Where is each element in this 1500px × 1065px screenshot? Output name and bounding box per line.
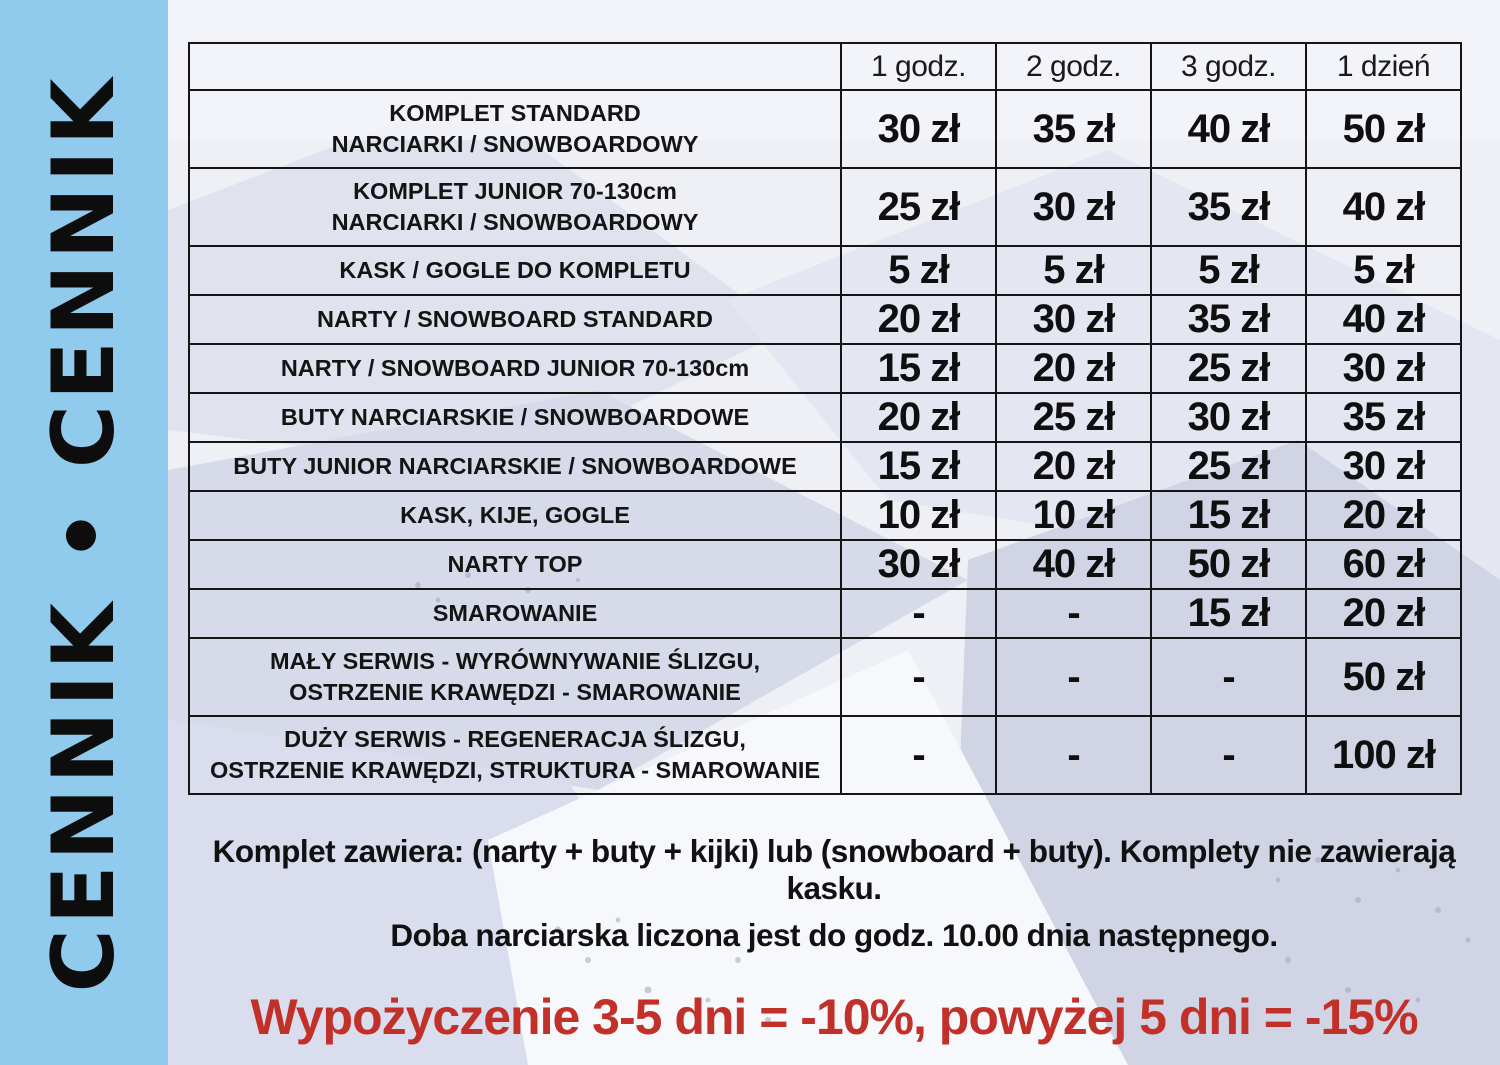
price-cell: 30 zł bbox=[996, 168, 1151, 246]
price-cell: 20 zł bbox=[1306, 589, 1461, 638]
price-cell: - bbox=[841, 716, 996, 794]
price-cell: 30 zł bbox=[996, 295, 1151, 344]
table-row bbox=[189, 540, 1461, 589]
item-label: SMAROWANIE bbox=[189, 589, 841, 638]
price-cell: 5 zł bbox=[1151, 246, 1306, 295]
item-label: MAŁY SERWIS - WYRÓWNYWANIE ŚLIZGU, OSTRZENIE KRAWĘDZI - SMAROWANIE bbox=[189, 638, 841, 716]
discount-promo: Wypożyczenie 3-5 dni = -10%, powyżej 5 dni = -15% bbox=[250, 989, 1418, 1045]
price-cell: 25 zł bbox=[841, 168, 996, 246]
table-row bbox=[189, 442, 1461, 491]
item-label: NARTY / SNOWBOARD STANDARD bbox=[189, 295, 841, 344]
price-cell: 35 zł bbox=[1151, 295, 1306, 344]
price-cell: 15 zł bbox=[1151, 589, 1306, 638]
price-cell: 5 zł bbox=[996, 246, 1151, 295]
price-cell: 35 zł bbox=[1151, 168, 1306, 246]
content-area bbox=[168, 0, 1500, 1065]
price-table bbox=[188, 42, 1462, 795]
table-row bbox=[189, 246, 1461, 295]
header-row bbox=[189, 43, 1461, 90]
price-cell: - bbox=[841, 638, 996, 716]
price-cell: 10 zł bbox=[841, 491, 996, 540]
item-label: KASK, KIJE, GOGLE bbox=[189, 491, 841, 540]
sidebar-vertical-title: CENNIK • CENNIK bbox=[34, 73, 134, 992]
table-row bbox=[189, 295, 1461, 344]
item-label: BUTY JUNIOR NARCIARSKIE / SNOWBOARDOWE bbox=[189, 442, 841, 491]
price-cell: 25 zł bbox=[1151, 442, 1306, 491]
table-row bbox=[189, 491, 1461, 540]
price-cell: 15 zł bbox=[841, 442, 996, 491]
item-label: BUTY NARCIARSKIE / SNOWBOARDOWE bbox=[189, 393, 841, 442]
table-row bbox=[189, 638, 1461, 716]
price-cell: 15 zł bbox=[1151, 491, 1306, 540]
price-cell: 20 zł bbox=[841, 295, 996, 344]
corner-cell bbox=[189, 43, 841, 90]
item-label: KOMPLET STANDARD NARCIARKI / SNOWBOARDOWY bbox=[189, 90, 841, 168]
price-cell: - bbox=[996, 638, 1151, 716]
price-cell: 30 zł bbox=[1151, 393, 1306, 442]
price-cell: - bbox=[996, 589, 1151, 638]
price-cell: 50 zł bbox=[1306, 90, 1461, 168]
price-cell: 35 zł bbox=[996, 90, 1151, 168]
price-cell: 20 zł bbox=[996, 344, 1151, 393]
price-cell: 100 zł bbox=[1306, 716, 1461, 794]
price-cell: 15 zł bbox=[841, 344, 996, 393]
table-row bbox=[189, 393, 1461, 442]
table-row bbox=[189, 716, 1461, 794]
col-header-3godz: 3 godz. bbox=[1151, 43, 1306, 90]
price-cell: 50 zł bbox=[1151, 540, 1306, 589]
price-cell: 5 zł bbox=[841, 246, 996, 295]
table-row bbox=[189, 168, 1461, 246]
price-cell: - bbox=[1151, 716, 1306, 794]
price-cell: 50 zł bbox=[1306, 638, 1461, 716]
item-label: NARTY TOP bbox=[189, 540, 841, 589]
sidebar bbox=[0, 0, 168, 1065]
item-label: NARTY / SNOWBOARD JUNIOR 70-130cm bbox=[189, 344, 841, 393]
price-cell: 25 zł bbox=[1151, 344, 1306, 393]
price-cell: 5 zł bbox=[1306, 246, 1461, 295]
price-cell: 25 zł bbox=[996, 393, 1151, 442]
item-label: KASK / GOGLE DO KOMPLETU bbox=[189, 246, 841, 295]
col-header-1godz: 1 godz. bbox=[841, 43, 996, 90]
price-cell: 20 zł bbox=[841, 393, 996, 442]
col-header-1dzien: 1 dzień bbox=[1306, 43, 1461, 90]
price-cell: - bbox=[841, 589, 996, 638]
price-cell: 20 zł bbox=[1306, 491, 1461, 540]
item-label: KOMPLET JUNIOR 70-130cm NARCIARKI / SNOWBOARDOWY bbox=[189, 168, 841, 246]
note-komplet: Komplet zawiera: (narty + buty + kijki) lub (snowboard + buty). Komplety nie zawierają kasku. bbox=[212, 833, 1456, 906]
price-cell: 40 zł bbox=[1151, 90, 1306, 168]
note-doba: Doba narciarska liczona jest do godz. 10.00 dnia następnego. bbox=[390, 917, 1278, 953]
price-cell: 20 zł bbox=[996, 442, 1151, 491]
table-row bbox=[189, 90, 1461, 168]
price-cell: 30 zł bbox=[1306, 442, 1461, 491]
price-cell: - bbox=[1151, 638, 1306, 716]
price-cell: 35 zł bbox=[1306, 393, 1461, 442]
price-cell: 40 zł bbox=[1306, 295, 1461, 344]
col-header-2godz: 2 godz. bbox=[996, 43, 1151, 90]
price-cell: 40 zł bbox=[1306, 168, 1461, 246]
price-cell: - bbox=[996, 716, 1151, 794]
price-cell: 30 zł bbox=[841, 540, 996, 589]
price-cell: 30 zł bbox=[841, 90, 996, 168]
price-cell: 30 zł bbox=[1306, 344, 1461, 393]
table-row bbox=[189, 589, 1461, 638]
table-row bbox=[189, 344, 1461, 393]
item-label: DUŻY SERWIS - REGENERACJA ŚLIZGU, OSTRZENIE KRAWĘDZI, STRUKTURA - SMAROWANIE bbox=[189, 716, 841, 794]
price-table-wrapper bbox=[188, 42, 1460, 795]
price-cell: 40 zł bbox=[996, 540, 1151, 589]
price-cell: 10 zł bbox=[996, 491, 1151, 540]
price-cell: 60 zł bbox=[1306, 540, 1461, 589]
